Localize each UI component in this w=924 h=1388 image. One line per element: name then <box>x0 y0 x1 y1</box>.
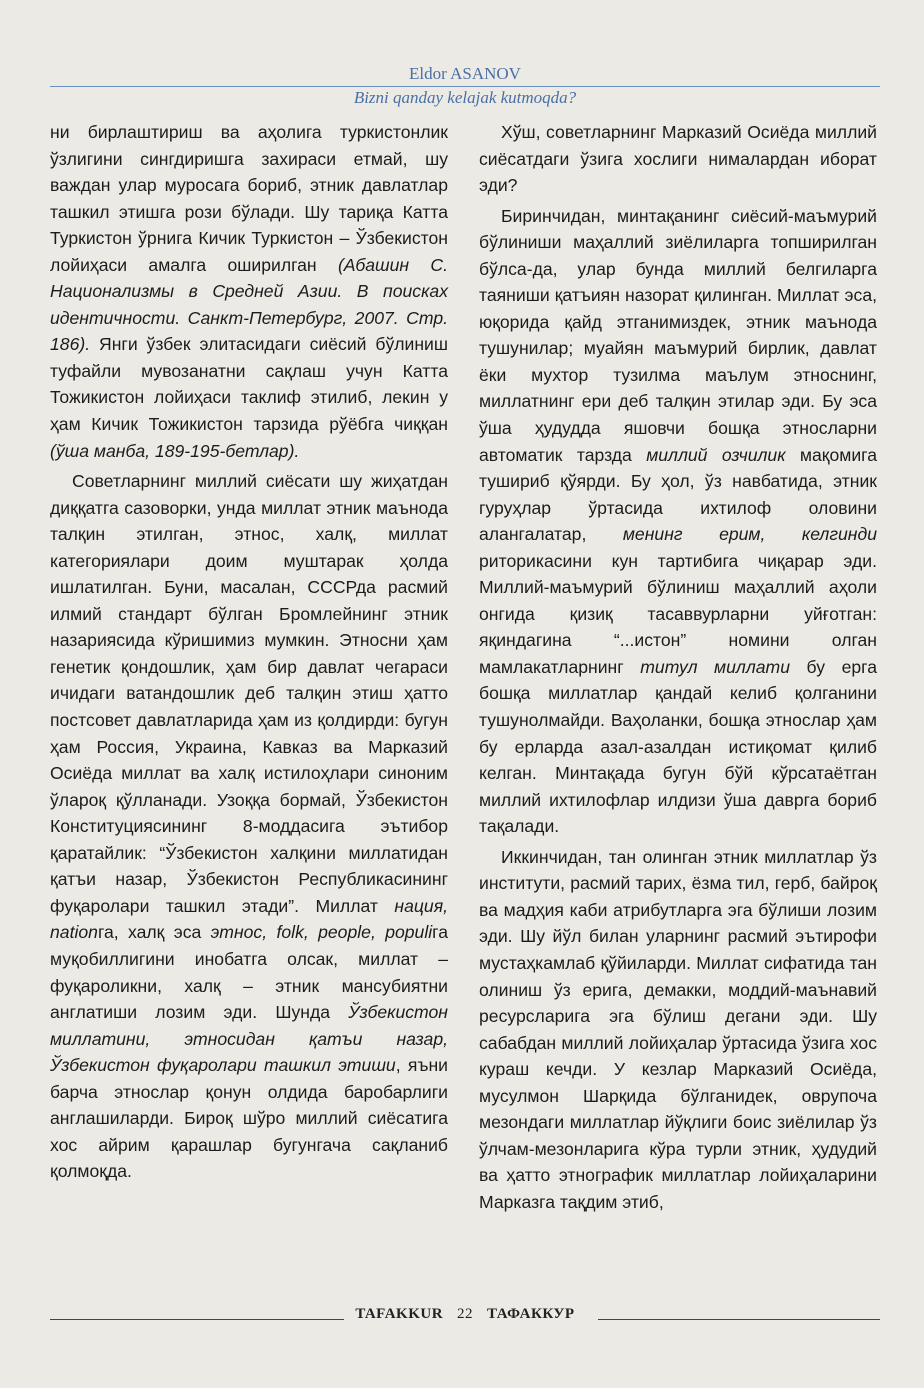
right-paragraph-1: Хўш, советларнинг Марказий Осиёда миллий сиёсатдаги ўзига хослиги нималардан иборат эди? <box>479 122 877 196</box>
emphasis-italic: Ўзбекистон миллатини, этносидан қатъи назар, Ўзбекистон фуқаролари ташкил этиши <box>50 1002 448 1076</box>
footer-journal-latin: TAFAKKUR <box>355 1306 444 1322</box>
citation-italic: (Абашин С. Национализмы в Средней Азии. В поисках идентичности. Санкт-Петербург, 2007. Стр. 186). <box>50 254 448 355</box>
text-run: мақомига тушириб қўярди. Бу ҳол, ўз навбатида, этник гуруҳлар ўртасида ихтилоф оловини алангалатар, <box>479 444 877 545</box>
page-number: 22 <box>457 1306 474 1322</box>
header-rule <box>50 86 880 87</box>
term-italic: миллий озчилик <box>646 444 786 465</box>
text-run: га, халқ эса <box>97 922 211 943</box>
text-run: га муқобиллигини инобатга олсак, миллат – фуқароликни, халқ – этник мансубиятни англатиши лозим эди. Шунда <box>50 922 448 1023</box>
page-footer <box>50 1306 880 1332</box>
text-run: Янги ўзбек элитасидаги сиёсий бўлиниш туфайли мувозанатни сақлаш учун Катта Тожикистон лойиҳаси таклиф этилиб, лекин у ҳам Кичик Тожикистон тарзида рўёбга чиққан <box>50 334 448 435</box>
right-paragraph-3: Иккинчидан, тан олинган этник миллатлар ўз институти, расмий тарих, ёзма тил, герб, байроқ ва мадҳия каби атрибутларга эга бўлиши лозим эди. Шу йўл билан уларнинг расмий эътирофи мустаҳкамлаб қўйиларди. Миллат сифатида тан олиниш ўз ерига, демакки, моддий-маънавий ресурсларига эга бўлиш дегани эди. Шу сабабдан миллий лойиҳалар ўртасида ўзига хос кураш кечди. У кезлар Марказий Осиёда, мусулмон Шарқида бўлганидек, оврупоча мезондаги миллатлар йўқлиги боис зиёлилар ўз ўлчам-мезонларига кўра турли этник, ҳудудий ва ҳатто этнографик миллатлар лойиҳаларини Марказга тақдим этиб, <box>479 846 877 1212</box>
text-run: бу ерга бошқа миллатлар қандай келиб қолганини тушунолмайди. Ваҳоланки, бошқа этнослар ҳам бу ерларда азал-азалдан истиқомат қилиб келган. Минтақада бугун бўй кўрсатаётган миллий ихтилофлар илдизи ўша даврга бориб тақалади. <box>479 656 877 837</box>
running-header <box>50 64 880 110</box>
left-column <box>50 119 448 1185</box>
right-column <box>479 119 877 1215</box>
left-paragraph-1 <box>50 119 448 464</box>
footer-label <box>50 1306 880 1323</box>
left-paragraph-2 <box>50 468 448 1185</box>
text-run: Биринчидан, минтақанинг сиёсий-маъмурий бўлиниши маҳаллий зиёлиларга топширилган бўлса-да, улар бунда миллий белгиларга таяниши қатъиян назорат қилинган. Миллат эса, юқорида қайд этганимиздек, этник маънода тушунилар; муайян маъмурий бирлик, давлат ёки мухтор тузилма маълум этноснинг, миллатнинг ери деб талқин этилар эди. Бу эса ўша ҳудудда яшовчи бошқа этносларни автоматик тарзда <box>479 205 877 465</box>
text-run: Советларнинг миллий сиёсати шу жиҳатдан диққатга сазоворки, унда миллат этник маънода талқин этилган, этнос, халқ, миллат категориялари доим муштарак ҳолда ишлатилган. Буни, масалан, СССРда расмий илмий стандарт бўлган Бромлейнинг этник назариясида кўришимиз мумкин. Этносни ҳам генетик қондошлик, ҳам бир давлат чегараси ичидаги ватандошлик деб талқин этиш ҳатто постсовет давлатларида ҳам из қолдирди: бугун ҳам Россия, Украина, Кавказ ва Марказий Осиёда миллат ва халқ истилоҳлари синоним ўлароқ қўлланади. Узоққа бормай, Ўзбекистон Конституциясининг 8-моддасига эътибор қаратайлик: “Ўзбекистон халқини миллатидан қатъи назар, Ўзбекистон Республикасининг фуқаролари ташкил этади”. Миллат <box>50 471 448 916</box>
term-italic: нация, nation <box>50 895 448 943</box>
footer-journal-cyrillic: ТАФАККУР <box>487 1306 575 1322</box>
term-italic: титул миллати <box>640 656 790 677</box>
term-italic: этнос, folk, people, populi <box>210 922 433 943</box>
text-run: риторикасини кун тартибига чиқарар эди. Миллий-маъмурий бўлиниш маҳаллий аҳоли онгида қизиқ тасаввурларни уйғотган: яқиндагина “...истон” номини олган мамлакатларнинг <box>479 550 877 677</box>
term-italic: менинг ерим, келгинди <box>622 524 877 545</box>
right-paragraph-2 <box>479 203 877 840</box>
header-author: Eldor ASANOV <box>409 64 521 83</box>
text-run: , яъни барча этнослар қонун олдида баробарлиги англашиларди. Бироқ шўро миллий сиёсатига хос айрим қарашлар бугунгача сақланиб қолмоқда. <box>50 1055 449 1182</box>
text-run: ни бирлаштириш ва аҳолига туркистонлик ўзлигини сингдиришга захираси етмай, шу важдан улар муросага бориб, этник давлатлар ташкил этишга рози бўлади. Шу тариқа Катта Туркистон ўрнига Кичик Туркистон – Ўзбекистон лойиҳаси амалга оширилган <box>50 122 448 275</box>
citation-italic: (ўша манба, 189-195-бетлар). <box>50 440 300 461</box>
header-article-title: Bizni qanday kelajak kutmoqda? <box>353 88 577 107</box>
